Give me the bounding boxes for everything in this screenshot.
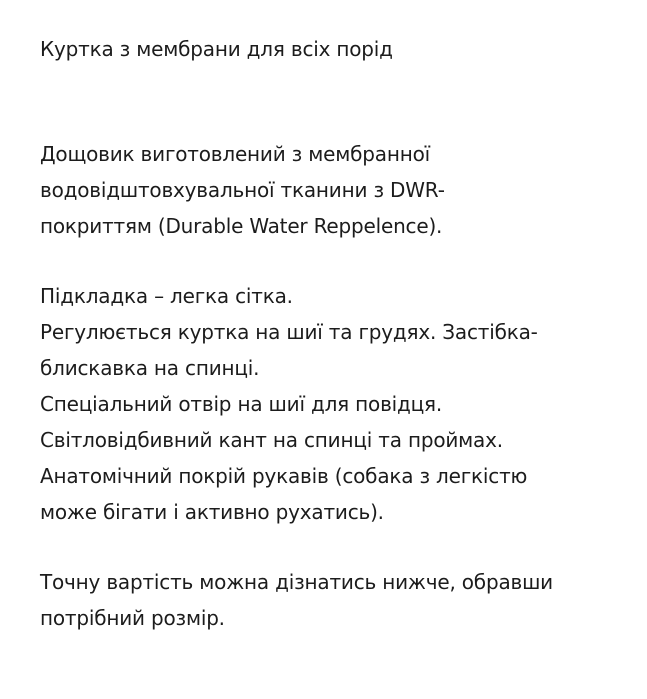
text-line: Підкладка – легка сітка.: [40, 284, 293, 308]
text-line: Анатомічний покрій рукавів (собака з легкістю: [40, 464, 528, 488]
price-note-paragraph: [40, 564, 617, 636]
text-line: водовідштовхувальної тканини з DWR-: [40, 178, 445, 202]
text-line: Дощовик виготовлений з мембранної: [40, 142, 430, 166]
material-paragraph: [40, 136, 617, 244]
text-line: Спеціальний отвір на шиї для повідця.: [40, 392, 443, 416]
text-line: покриттям (Durable Water Reppelence).: [40, 214, 443, 238]
features-paragraph: [40, 278, 617, 530]
text-line: Світловідбивний кант на спинці та проймах.: [40, 428, 503, 452]
product-title: Куртка з мембрани для всіх порід: [40, 37, 393, 61]
text-line: Регулюється куртка на шиї та грудях. Застібка-: [40, 320, 538, 344]
text-line: може бігати і активно рухатись).: [40, 500, 384, 524]
text-line: блискавка на спинці.: [40, 356, 260, 380]
text-line: Точну вартість можна дізнатись нижче, обравши: [40, 570, 553, 594]
text-line: потрібний розмір.: [40, 606, 225, 630]
